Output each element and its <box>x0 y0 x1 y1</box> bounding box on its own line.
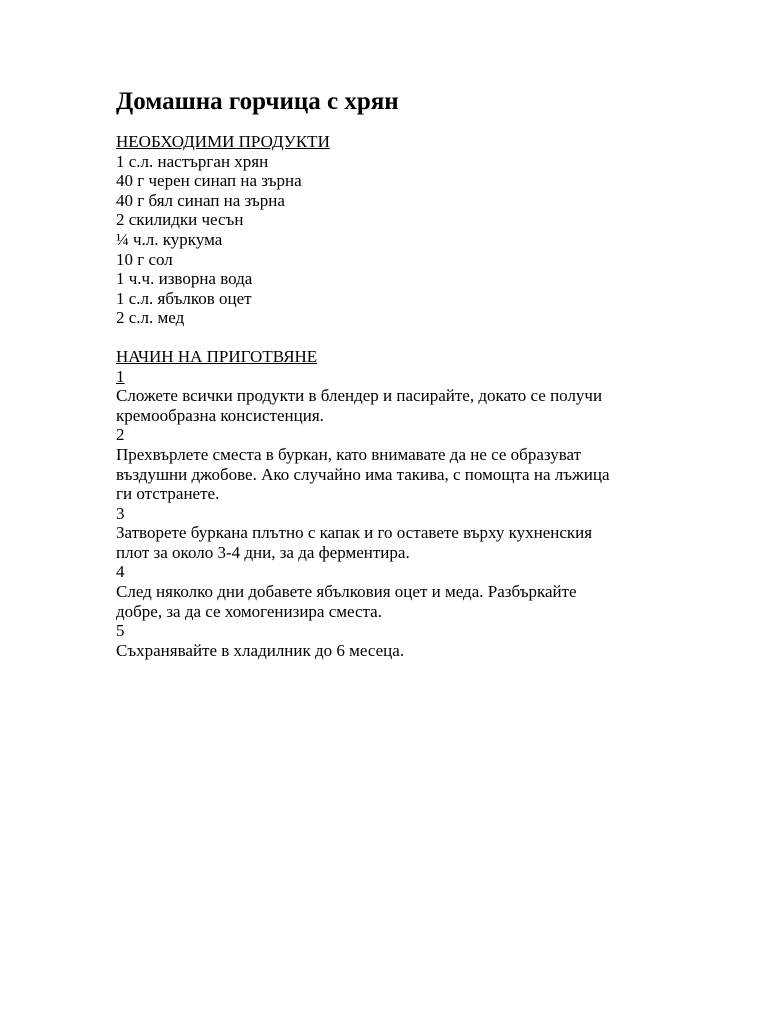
step-3 <box>116 504 676 563</box>
step-number: 4 <box>116 562 125 582</box>
list-item: 2 скилидки чесън <box>116 210 244 230</box>
step-text-line: След няколко дни добавете ябълковия оцет и меда. Разбъркайте <box>116 582 577 602</box>
ingredients-list <box>116 152 676 328</box>
list-item: 40 г бял синап на зърна <box>116 190 285 210</box>
steps-list <box>116 367 676 661</box>
list-item: 1 с.л. настърган хрян <box>116 151 269 171</box>
step-text-line: Прехвърлете сместа в буркан, като внимавате да не се образуват <box>116 444 582 464</box>
step-number: 2 <box>116 425 125 445</box>
page-title: Домашна горчица с хрян <box>116 88 399 115</box>
method-heading: НАЧИН НА ПРИГОТВЯНЕ <box>116 346 318 366</box>
step-number: 5 <box>116 621 125 641</box>
step-text-line: Затворете буркана плътно с капак и го оставете върху кухненския <box>116 523 593 543</box>
ingredients-heading: НЕОБХОДИМИ ПРОДУКТИ <box>116 132 330 151</box>
step-number: 1 <box>116 366 125 386</box>
step-text-line: ги отстранете. <box>116 484 220 504</box>
step-4 <box>116 562 676 621</box>
step-2 <box>116 425 676 503</box>
step-text-line: въздушни джобове. Ако случайно има такива, с помощта на лъжица <box>116 464 610 484</box>
step-text-line: добре, за да се хомогенизира сместа. <box>116 601 382 621</box>
document-page <box>116 86 676 660</box>
list-item: ¼ ч.л. куркума <box>116 229 223 249</box>
step-text-line: кремообразна консистенция. <box>116 405 324 425</box>
list-item: 40 г черен синап на зърна <box>116 171 302 191</box>
step-text-line: Сложете всички продукти в блендер и пасирайте, докато се получи <box>116 386 603 406</box>
step-1 <box>116 367 676 426</box>
step-text-line: плот за около 3-4 дни, за да ферментира. <box>116 542 410 562</box>
step-5 <box>116 621 676 660</box>
list-item: 1 ч.ч. изворна вода <box>116 269 253 289</box>
list-item: 10 г сол <box>116 249 173 269</box>
step-number: 3 <box>116 503 125 523</box>
list-item: 2 с.л. мед <box>116 308 185 328</box>
list-item: 1 с.л. ябълков оцет <box>116 288 252 308</box>
step-text-line: Съхранявайте в хладилник до 6 месеца. <box>116 640 405 660</box>
